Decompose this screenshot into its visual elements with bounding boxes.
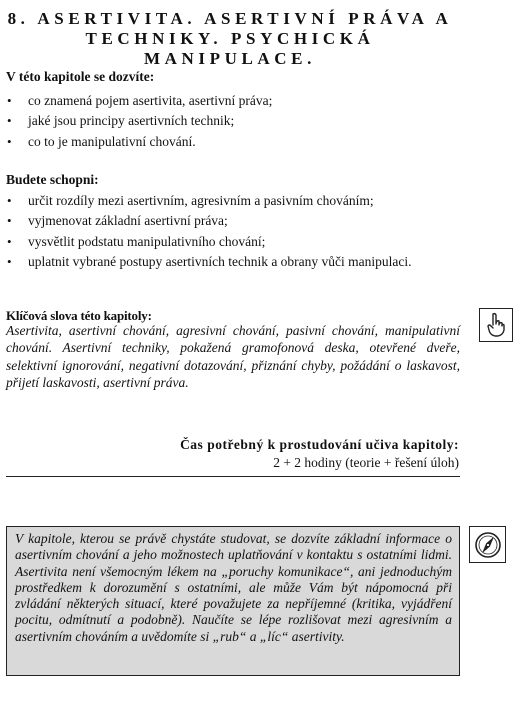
pointing-hand-icon	[484, 312, 508, 338]
list-item: • co znamená pojem asertivita, asertivní práva;	[6, 91, 461, 111]
list-item: • jaké jsou principy asertivních technik;	[6, 111, 461, 131]
time-heading: Čas potřebný k prostudování učiva kapitoly:	[180, 437, 459, 452]
list-item: • co to je manipulativní chování.	[6, 132, 461, 152]
keywords-text: Asertivita, asertivní chování, agresivní chování, pasivní chování, manipulativní chování. Asertivní techniky, pokažená gramofonová deska, otevřené dveře, selektivní ignorování, negativní dotazování, přiznání chyby, požádání o laskavost, přijetí laskavosti, asertivní práva.	[6, 323, 460, 391]
list-item: • vysvětlit podstatu manipulativního chování;	[6, 232, 461, 252]
guide-box	[6, 526, 460, 676]
compass-icon	[473, 530, 503, 560]
able-heading: Budete schopni:	[6, 172, 99, 187]
divider	[6, 476, 460, 477]
keywords-icon-box	[479, 308, 513, 342]
list-item: • uplatnit vybrané postupy asertivních technik a obrany vůči manipulaci.	[6, 252, 461, 272]
chapter-title	[0, 9, 460, 69]
keywords-heading: Klíčová slova této kapitoly:	[6, 308, 152, 323]
chapter-title-line2: TECHNIKY. PSYCHICKÁ MANIPULACE.	[85, 29, 375, 68]
able-list	[6, 191, 461, 272]
learn-heading: V této kapitole se dozvíte:	[6, 69, 155, 84]
guide-icon-box	[469, 526, 506, 563]
list-item: • určit rozdíly mezi asertivním, agresivním a pasivním chováním;	[6, 191, 461, 211]
time-value: 2 + 2 hodiny (teorie + řešení úloh)	[273, 455, 459, 470]
chapter-title-line1: 8. ASERTIVITA. ASERTIVNÍ PRÁVA A	[7, 9, 453, 28]
guide-text: V kapitole, kterou se právě chystáte studovat, se dozvíte základní informace o asertivním chování a jeho možnostech uplatňování v kontaktu s ostatními lidmi. Asertivita není všemocným lékem na „poruchy komunikace“, ani jednoduchým prostředkem k dorozumění s ostatními, ale může Vám být nápomocná při zvládání některých situací, které považujete za nepříjemné (kritika, vyjádření pocitu, odmítnutí a podobně). Naučíte se lépe rozlišovat mezi agresivním a asertivním chováním a uvědomíte si „rub“ a „líc“ asertivity.	[15, 531, 452, 644]
list-item: • vyjmenovat základní asertivní práva;	[6, 211, 461, 231]
learn-list	[6, 91, 461, 152]
